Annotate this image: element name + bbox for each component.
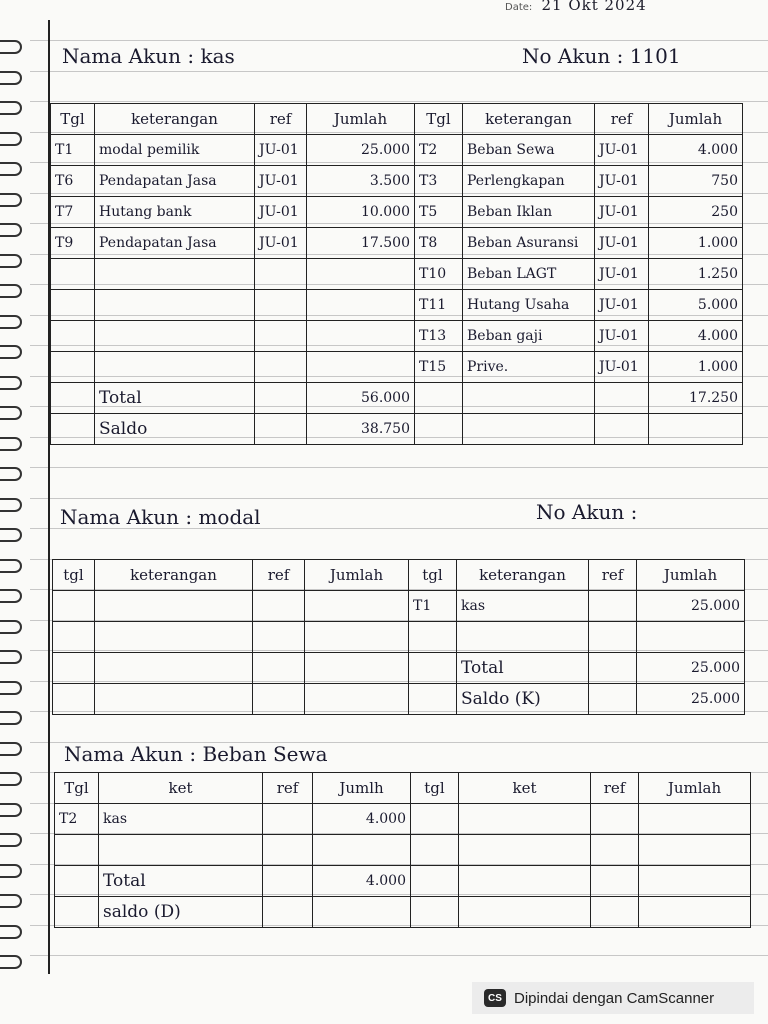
ledger-cell <box>415 383 463 414</box>
ledger-cell <box>591 897 639 928</box>
account-name-label: Nama Akun : <box>60 505 193 529</box>
ledger-cell <box>307 290 415 321</box>
ledger-cell: 4.000 <box>313 804 411 835</box>
account-name-label: Nama Akun : <box>64 742 197 766</box>
ledger-cell: 1.000 <box>649 352 743 383</box>
binder-holes <box>0 40 30 980</box>
ledger-cell: JU-01 <box>595 228 649 259</box>
camscanner-text: Dipindai dengan CamScanner <box>514 989 715 1007</box>
ledger-cell <box>255 383 307 414</box>
ledger-table-modal <box>52 559 745 715</box>
ledger-cell <box>463 383 595 414</box>
ledger-cell <box>55 835 99 866</box>
binder-hole <box>0 467 22 481</box>
column-header: ket <box>459 773 591 804</box>
ledger-cell: 25.000 <box>637 684 745 715</box>
ledger-cell <box>307 352 415 383</box>
column-header: Jumlah <box>639 773 751 804</box>
account-number-label: No Akun : <box>536 500 638 524</box>
camscanner-watermark <box>472 982 754 1014</box>
ledger-cell: JU-01 <box>255 197 307 228</box>
ledger-cell: 4.000 <box>649 321 743 352</box>
ledger-cell <box>253 653 305 684</box>
ledger-cell <box>409 653 457 684</box>
ledger-cell: 10.000 <box>307 197 415 228</box>
ledger-cell <box>95 321 255 352</box>
ledger-cell <box>649 414 743 445</box>
ledger-cell: T5 <box>415 197 463 228</box>
ledger-cell: T1 <box>409 591 457 622</box>
ruled-line <box>30 40 768 41</box>
column-header: keterangan <box>95 560 253 591</box>
ledger-cell <box>255 414 307 445</box>
column-header: ref <box>263 773 313 804</box>
ledger-cell <box>637 622 745 653</box>
ledger-cell <box>409 684 457 715</box>
ruled-line <box>30 71 768 72</box>
ledger-cell <box>463 414 595 445</box>
ledger-cell <box>253 684 305 715</box>
ledger-cell <box>639 866 751 897</box>
ledger-cell: T2 <box>415 135 463 166</box>
ledger-cell: T8 <box>415 228 463 259</box>
ledger-row <box>53 591 745 622</box>
ledger-cell: Beban LAGT <box>463 259 595 290</box>
ledger-cell <box>589 591 637 622</box>
ledger-table-kas <box>50 103 743 445</box>
column-header: Tgl <box>55 773 99 804</box>
ledger-cell <box>51 290 95 321</box>
ledger-cell: JU-01 <box>595 352 649 383</box>
ledger-cell: Prive. <box>463 352 595 383</box>
ledger-row <box>51 259 743 290</box>
ledger-cell: 4.000 <box>313 866 411 897</box>
column-header: tgl <box>53 560 95 591</box>
ledger-cell <box>99 835 263 866</box>
binder-hole <box>0 193 22 207</box>
binder-hole <box>0 864 22 878</box>
ledger-cell <box>53 591 95 622</box>
ledger-cell: 3.500 <box>307 166 415 197</box>
ledger-cell <box>459 835 591 866</box>
ledger-cell: T13 <box>415 321 463 352</box>
column-header: ref <box>595 104 649 135</box>
ledger-cell <box>409 622 457 653</box>
ledger-cell <box>51 414 95 445</box>
ledger-cell: 17.500 <box>307 228 415 259</box>
ledger-cell <box>53 622 95 653</box>
ledger-cell <box>591 835 639 866</box>
ledger-cell <box>595 414 649 445</box>
ledger-cell <box>51 259 95 290</box>
binder-hole <box>0 376 22 390</box>
binder-hole <box>0 925 22 939</box>
ledger-cell <box>307 259 415 290</box>
ledger-cell: kas <box>99 804 263 835</box>
account-name-label: Nama Akun : <box>62 44 195 68</box>
ledger-cell <box>95 259 255 290</box>
ledger-cell: T3 <box>415 166 463 197</box>
binder-hole <box>0 803 22 817</box>
binder-hole <box>0 406 22 420</box>
column-header: Tgl <box>51 104 95 135</box>
account-number-label: No Akun : <box>522 44 624 68</box>
ledger-cell: Beban gaji <box>463 321 595 352</box>
ledger-row <box>55 835 751 866</box>
ledger-cell <box>95 653 253 684</box>
ledger-cell: 56.000 <box>307 383 415 414</box>
account-name-value: modal <box>198 505 261 529</box>
account-kas-title <box>62 44 235 68</box>
ledger-cell: 1.000 <box>649 228 743 259</box>
ruled-line <box>30 467 768 468</box>
column-header: Jumlah <box>305 560 409 591</box>
account-name-value: kas <box>200 44 235 68</box>
ledger-cell: 1.250 <box>649 259 743 290</box>
ledger-cell: Saldo (K) <box>457 684 589 715</box>
ledger-cell: Beban Sewa <box>463 135 595 166</box>
ledger-cell <box>459 804 591 835</box>
binder-hole <box>0 345 22 359</box>
binder-hole <box>0 620 22 634</box>
ledger-cell: T9 <box>51 228 95 259</box>
ledger-cell: Saldo <box>95 414 255 445</box>
ledger-cell <box>411 897 459 928</box>
ledger-cell <box>255 290 307 321</box>
ledger-cell <box>307 321 415 352</box>
ledger-cell: JU-01 <box>595 197 649 228</box>
ledger-cell: 4.000 <box>649 135 743 166</box>
account-name-value: Beban Sewa <box>202 742 328 766</box>
ledger-cell <box>55 897 99 928</box>
ledger-row <box>51 414 743 445</box>
ledger-cell <box>263 866 313 897</box>
ledger-cell: JU-01 <box>595 166 649 197</box>
ledger-cell: T15 <box>415 352 463 383</box>
ledger-row <box>53 684 745 715</box>
ledger-row <box>51 321 743 352</box>
date-label: Date: <box>505 2 533 13</box>
ledger-cell <box>595 383 649 414</box>
ledger-cell: T6 <box>51 166 95 197</box>
ledger-cell <box>591 866 639 897</box>
ledger-cell <box>411 804 459 835</box>
ledger-row <box>51 383 743 414</box>
ledger-cell <box>457 622 589 653</box>
binder-hole <box>0 71 22 85</box>
binder-hole <box>0 772 22 786</box>
ruled-line <box>30 498 768 499</box>
column-header: Tgl <box>415 104 463 135</box>
binder-hole <box>0 589 22 603</box>
ledger-cell: 25.000 <box>637 653 745 684</box>
ledger-cell <box>313 835 411 866</box>
ledger-cell <box>253 622 305 653</box>
ledger-cell <box>95 591 253 622</box>
column-header: Jumlah <box>649 104 743 135</box>
ledger-row <box>53 653 745 684</box>
ledger-cell <box>305 622 409 653</box>
ledger-cell <box>411 835 459 866</box>
column-header: Jumlah <box>307 104 415 135</box>
account-number-value: 1101 <box>629 44 681 68</box>
ledger-cell <box>305 653 409 684</box>
date-value: 21 Okt 2024 <box>541 0 647 14</box>
ledger-cell: Pendapatan Jasa <box>95 166 255 197</box>
ledger-cell: JU-01 <box>255 228 307 259</box>
date-field <box>505 0 647 14</box>
column-header: tgl <box>409 560 457 591</box>
ledger-cell: Total <box>457 653 589 684</box>
ledger-row <box>55 866 751 897</box>
ledger-cell: 250 <box>649 197 743 228</box>
binder-hole <box>0 223 22 237</box>
ledger-cell: Hutang bank <box>95 197 255 228</box>
ledger-cell <box>263 897 313 928</box>
binder-hole <box>0 742 22 756</box>
account-modal-title <box>60 505 261 529</box>
ledger-cell: 25.000 <box>307 135 415 166</box>
account-beban-sewa-title <box>64 742 328 766</box>
ledger-cell <box>305 591 409 622</box>
ledger-cell <box>53 653 95 684</box>
ledger-cell: T1 <box>51 135 95 166</box>
ledger-cell: T7 <box>51 197 95 228</box>
binder-hole <box>0 254 22 268</box>
binder-hole <box>0 284 22 298</box>
binder-hole <box>0 40 22 54</box>
ledger-cell <box>263 804 313 835</box>
binder-hole <box>0 498 22 512</box>
ledger-row <box>55 897 751 928</box>
ledger-cell: Total <box>99 866 263 897</box>
ledger-cell: JU-01 <box>255 166 307 197</box>
ledger-cell <box>255 321 307 352</box>
ledger-cell: JU-01 <box>595 321 649 352</box>
account-modal-number <box>536 500 637 524</box>
binder-hole <box>0 681 22 695</box>
ledger-cell: JU-01 <box>255 135 307 166</box>
binder-hole <box>0 711 22 725</box>
ledger-cell <box>589 684 637 715</box>
column-header: Jumlh <box>313 773 411 804</box>
column-header: keterangan <box>95 104 255 135</box>
ledger-cell: Beban Iklan <box>463 197 595 228</box>
ledger-cell <box>411 866 459 897</box>
ledger-cell: Hutang Usaha <box>463 290 595 321</box>
ledger-cell <box>255 352 307 383</box>
ledger-row <box>51 352 743 383</box>
ledger-cell <box>589 622 637 653</box>
ledger-row <box>51 197 743 228</box>
ledger-cell: T2 <box>55 804 99 835</box>
ledger-cell <box>95 684 253 715</box>
ledger-cell: Total <box>95 383 255 414</box>
ledger-row <box>51 135 743 166</box>
ledger-cell: 17.250 <box>649 383 743 414</box>
ledger-cell <box>55 866 99 897</box>
ruled-line <box>30 955 768 956</box>
binder-hole <box>0 528 22 542</box>
ledger-cell <box>459 897 591 928</box>
ledger-cell <box>415 414 463 445</box>
ledger-row <box>51 228 743 259</box>
ledger-cell: 750 <box>649 166 743 197</box>
ledger-cell: saldo (D) <box>99 897 263 928</box>
ledger-cell <box>51 383 95 414</box>
binder-hole <box>0 650 22 664</box>
ledger-cell: T11 <box>415 290 463 321</box>
ledger-cell <box>255 259 307 290</box>
column-header: ref <box>255 104 307 135</box>
ledger-cell <box>313 897 411 928</box>
column-header: ref <box>589 560 637 591</box>
binder-hole <box>0 132 22 146</box>
ledger-cell <box>95 290 255 321</box>
account-kas-number <box>522 44 681 68</box>
ledger-cell <box>639 897 751 928</box>
binder-hole <box>0 101 22 115</box>
ledger-cell <box>51 321 95 352</box>
ledger-cell <box>51 352 95 383</box>
ledger-cell: 5.000 <box>649 290 743 321</box>
column-header: tgl <box>411 773 459 804</box>
ledger-cell <box>305 684 409 715</box>
ledger-cell <box>639 804 751 835</box>
binder-hole <box>0 437 22 451</box>
ledger-row <box>53 622 745 653</box>
ledger-header-row <box>53 560 745 591</box>
binder-hole <box>0 559 22 573</box>
ledger-header-row <box>55 773 751 804</box>
column-header: ket <box>99 773 263 804</box>
ledger-cell <box>459 866 591 897</box>
ledger-cell <box>591 804 639 835</box>
ledger-cell: Beban Asuransi <box>463 228 595 259</box>
ledger-cell: modal pemilik <box>95 135 255 166</box>
ledger-cell <box>589 653 637 684</box>
ledger-cell: 25.000 <box>637 591 745 622</box>
binder-hole <box>0 955 22 969</box>
ledger-cell: JU-01 <box>595 135 649 166</box>
ledger-cell <box>263 835 313 866</box>
binder-hole <box>0 833 22 847</box>
ledger-cell: JU-01 <box>595 259 649 290</box>
ledger-row <box>51 166 743 197</box>
ruled-line <box>30 101 768 102</box>
ledger-cell <box>95 622 253 653</box>
ledger-cell <box>53 684 95 715</box>
ledger-cell <box>95 352 255 383</box>
ledger-cell: JU-01 <box>595 290 649 321</box>
ledger-cell: 38.750 <box>307 414 415 445</box>
ledger-row <box>55 804 751 835</box>
ledger-table-beban-sewa <box>54 772 751 928</box>
ledger-header-row <box>51 104 743 135</box>
ledger-cell <box>639 835 751 866</box>
ledger-cell: Perlengkapan <box>463 166 595 197</box>
column-header: ref <box>591 773 639 804</box>
column-header: ref <box>253 560 305 591</box>
ledger-cell: T10 <box>415 259 463 290</box>
ledger-cell: Pendapatan Jasa <box>95 228 255 259</box>
binder-hole <box>0 162 22 176</box>
column-header: keterangan <box>463 104 595 135</box>
ledger-row <box>51 290 743 321</box>
binder-hole <box>0 894 22 908</box>
ledger-cell: kas <box>457 591 589 622</box>
ledger-cell <box>253 591 305 622</box>
binder-hole <box>0 315 22 329</box>
camscanner-icon: CS <box>484 989 506 1007</box>
column-header: keterangan <box>457 560 589 591</box>
column-header: Jumlah <box>637 560 745 591</box>
